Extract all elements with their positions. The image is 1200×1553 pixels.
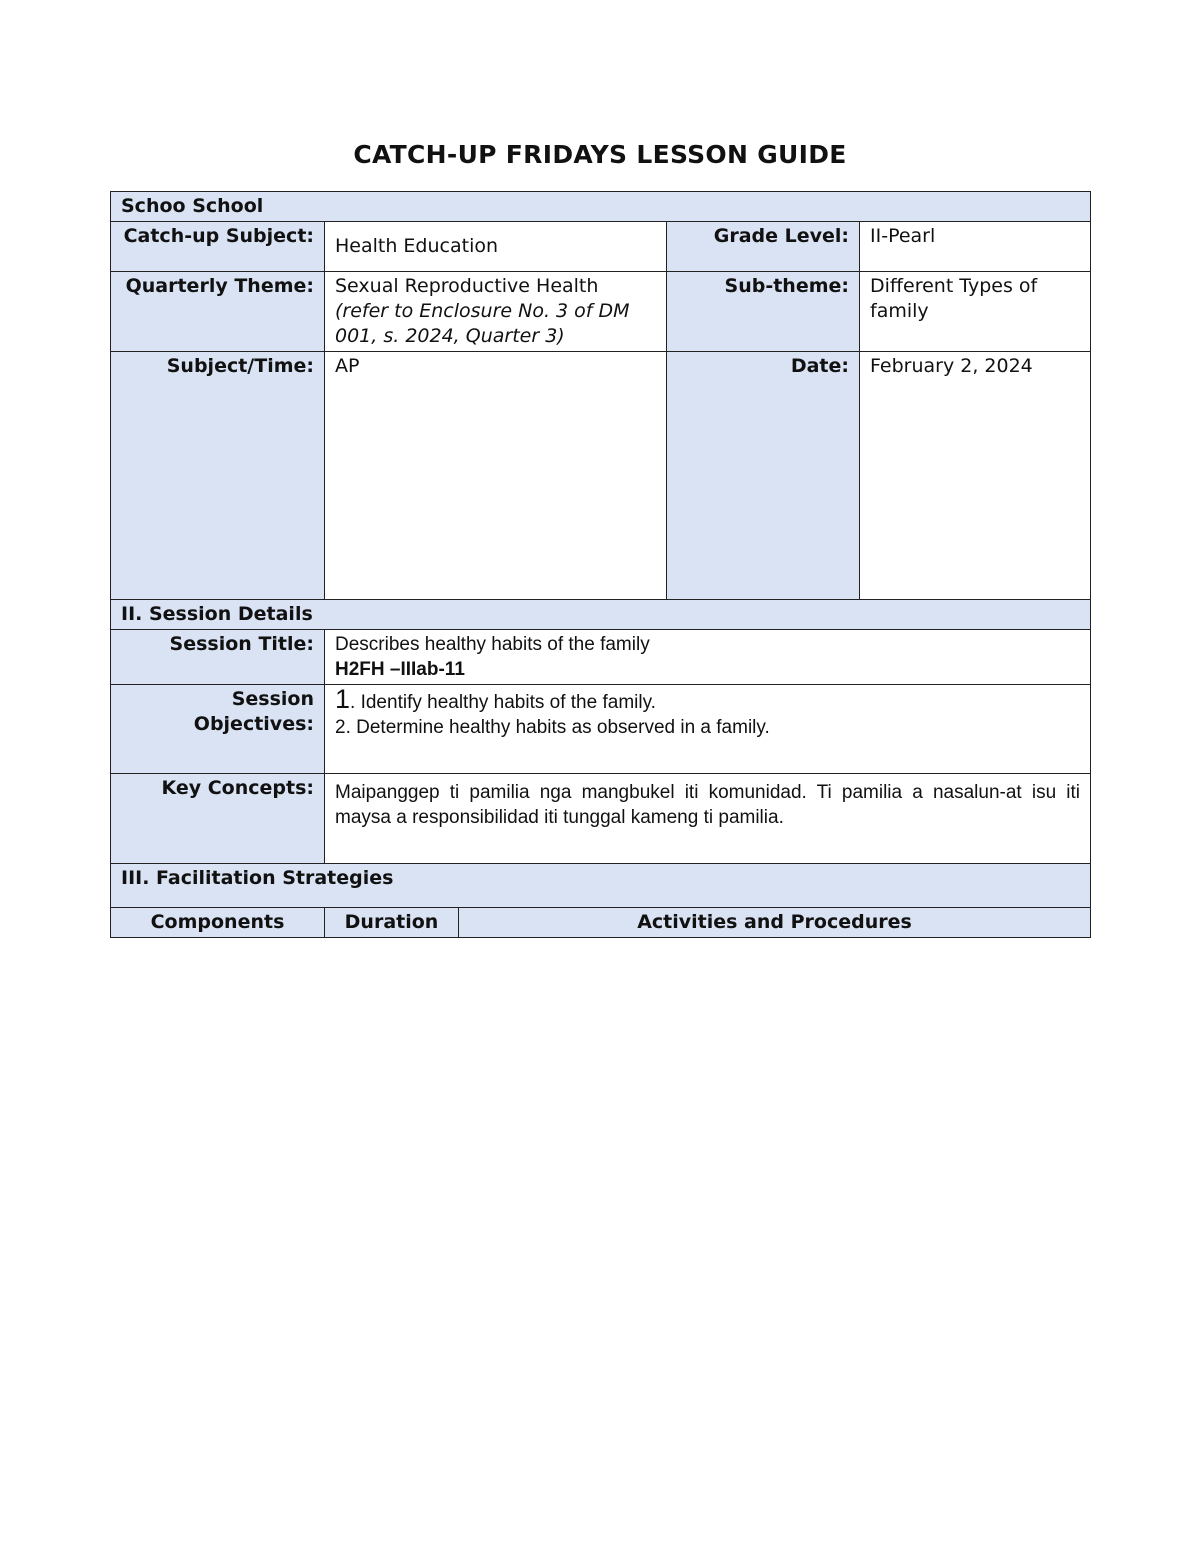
facilitation-heading: III. Facilitation Strategies	[111, 864, 1091, 908]
subject-time-value: AP	[325, 352, 667, 600]
objective-2: 2. Determine healthy habits as observed in a family.	[335, 717, 770, 738]
quarterly-theme-label: Quarterly Theme:	[111, 272, 325, 352]
school-name: Schoo School	[111, 192, 1091, 222]
theme-row	[111, 272, 1091, 352]
grade-level-label: Grade Level:	[667, 222, 860, 272]
lesson-guide-table	[110, 191, 1091, 938]
date-value: February 2, 2024	[860, 352, 1091, 600]
quarterly-theme-note: (refer to Enclosure No. 3 of DM 001, s. 2024, Quarter 3)	[335, 300, 630, 347]
session-objectives-label: Session Objectives:	[111, 685, 325, 774]
key-concepts-value: Maipanggep ti pamilia nga mangbukel iti komunidad. Ti pamilia a nasalun-at isu iti maysa a responsibilidad iti tunggal kameng ti pamilia.	[325, 774, 1091, 864]
session-details-heading: II. Session Details	[111, 600, 1091, 630]
date-label: Date:	[667, 352, 860, 600]
objective-1	[335, 684, 1080, 715]
session-objectives-row	[111, 685, 1091, 774]
subtheme-label: Sub-theme:	[667, 272, 860, 352]
session-objectives-cell	[325, 685, 1091, 774]
facilitation-heading-row	[111, 864, 1091, 908]
subject-time-label: Subject/Time:	[111, 352, 325, 600]
col-duration-header: Duration	[325, 908, 459, 938]
document-title: CATCH-UP FRIDAYS LESSON GUIDE	[353, 140, 847, 169]
facilitation-columns-row	[111, 908, 1091, 938]
col-activities-header: Activities and Procedures	[459, 908, 1091, 938]
key-concepts-label: Key Concepts:	[111, 774, 325, 864]
catchup-subject-value: Health Education	[325, 222, 667, 272]
quarterly-theme-value: Sexual Reproductive Health	[335, 275, 599, 297]
subject-row	[111, 222, 1091, 272]
subject-time-row	[111, 352, 1091, 600]
objective-1-number: 1	[335, 684, 351, 714]
session-title-row	[111, 630, 1091, 685]
key-concepts-row	[111, 774, 1091, 864]
col-components-header: Components	[111, 908, 325, 938]
objective-1-text: . Identify healthy habits of the family.	[350, 692, 656, 713]
subtheme-value: Different Types of family	[860, 272, 1091, 352]
session-title-value: Describes healthy habits of the family	[335, 634, 650, 655]
grade-level-value: II-Pearl	[860, 222, 1091, 272]
session-title-code: H2FH –IIIab-11	[335, 659, 465, 680]
session-title-cell	[325, 630, 1091, 685]
catchup-subject-label: Catch-up Subject:	[111, 222, 325, 272]
quarterly-theme-cell	[325, 272, 667, 352]
session-title-label: Session Title:	[111, 630, 325, 685]
school-row	[111, 192, 1091, 222]
session-details-heading-row	[111, 600, 1091, 630]
